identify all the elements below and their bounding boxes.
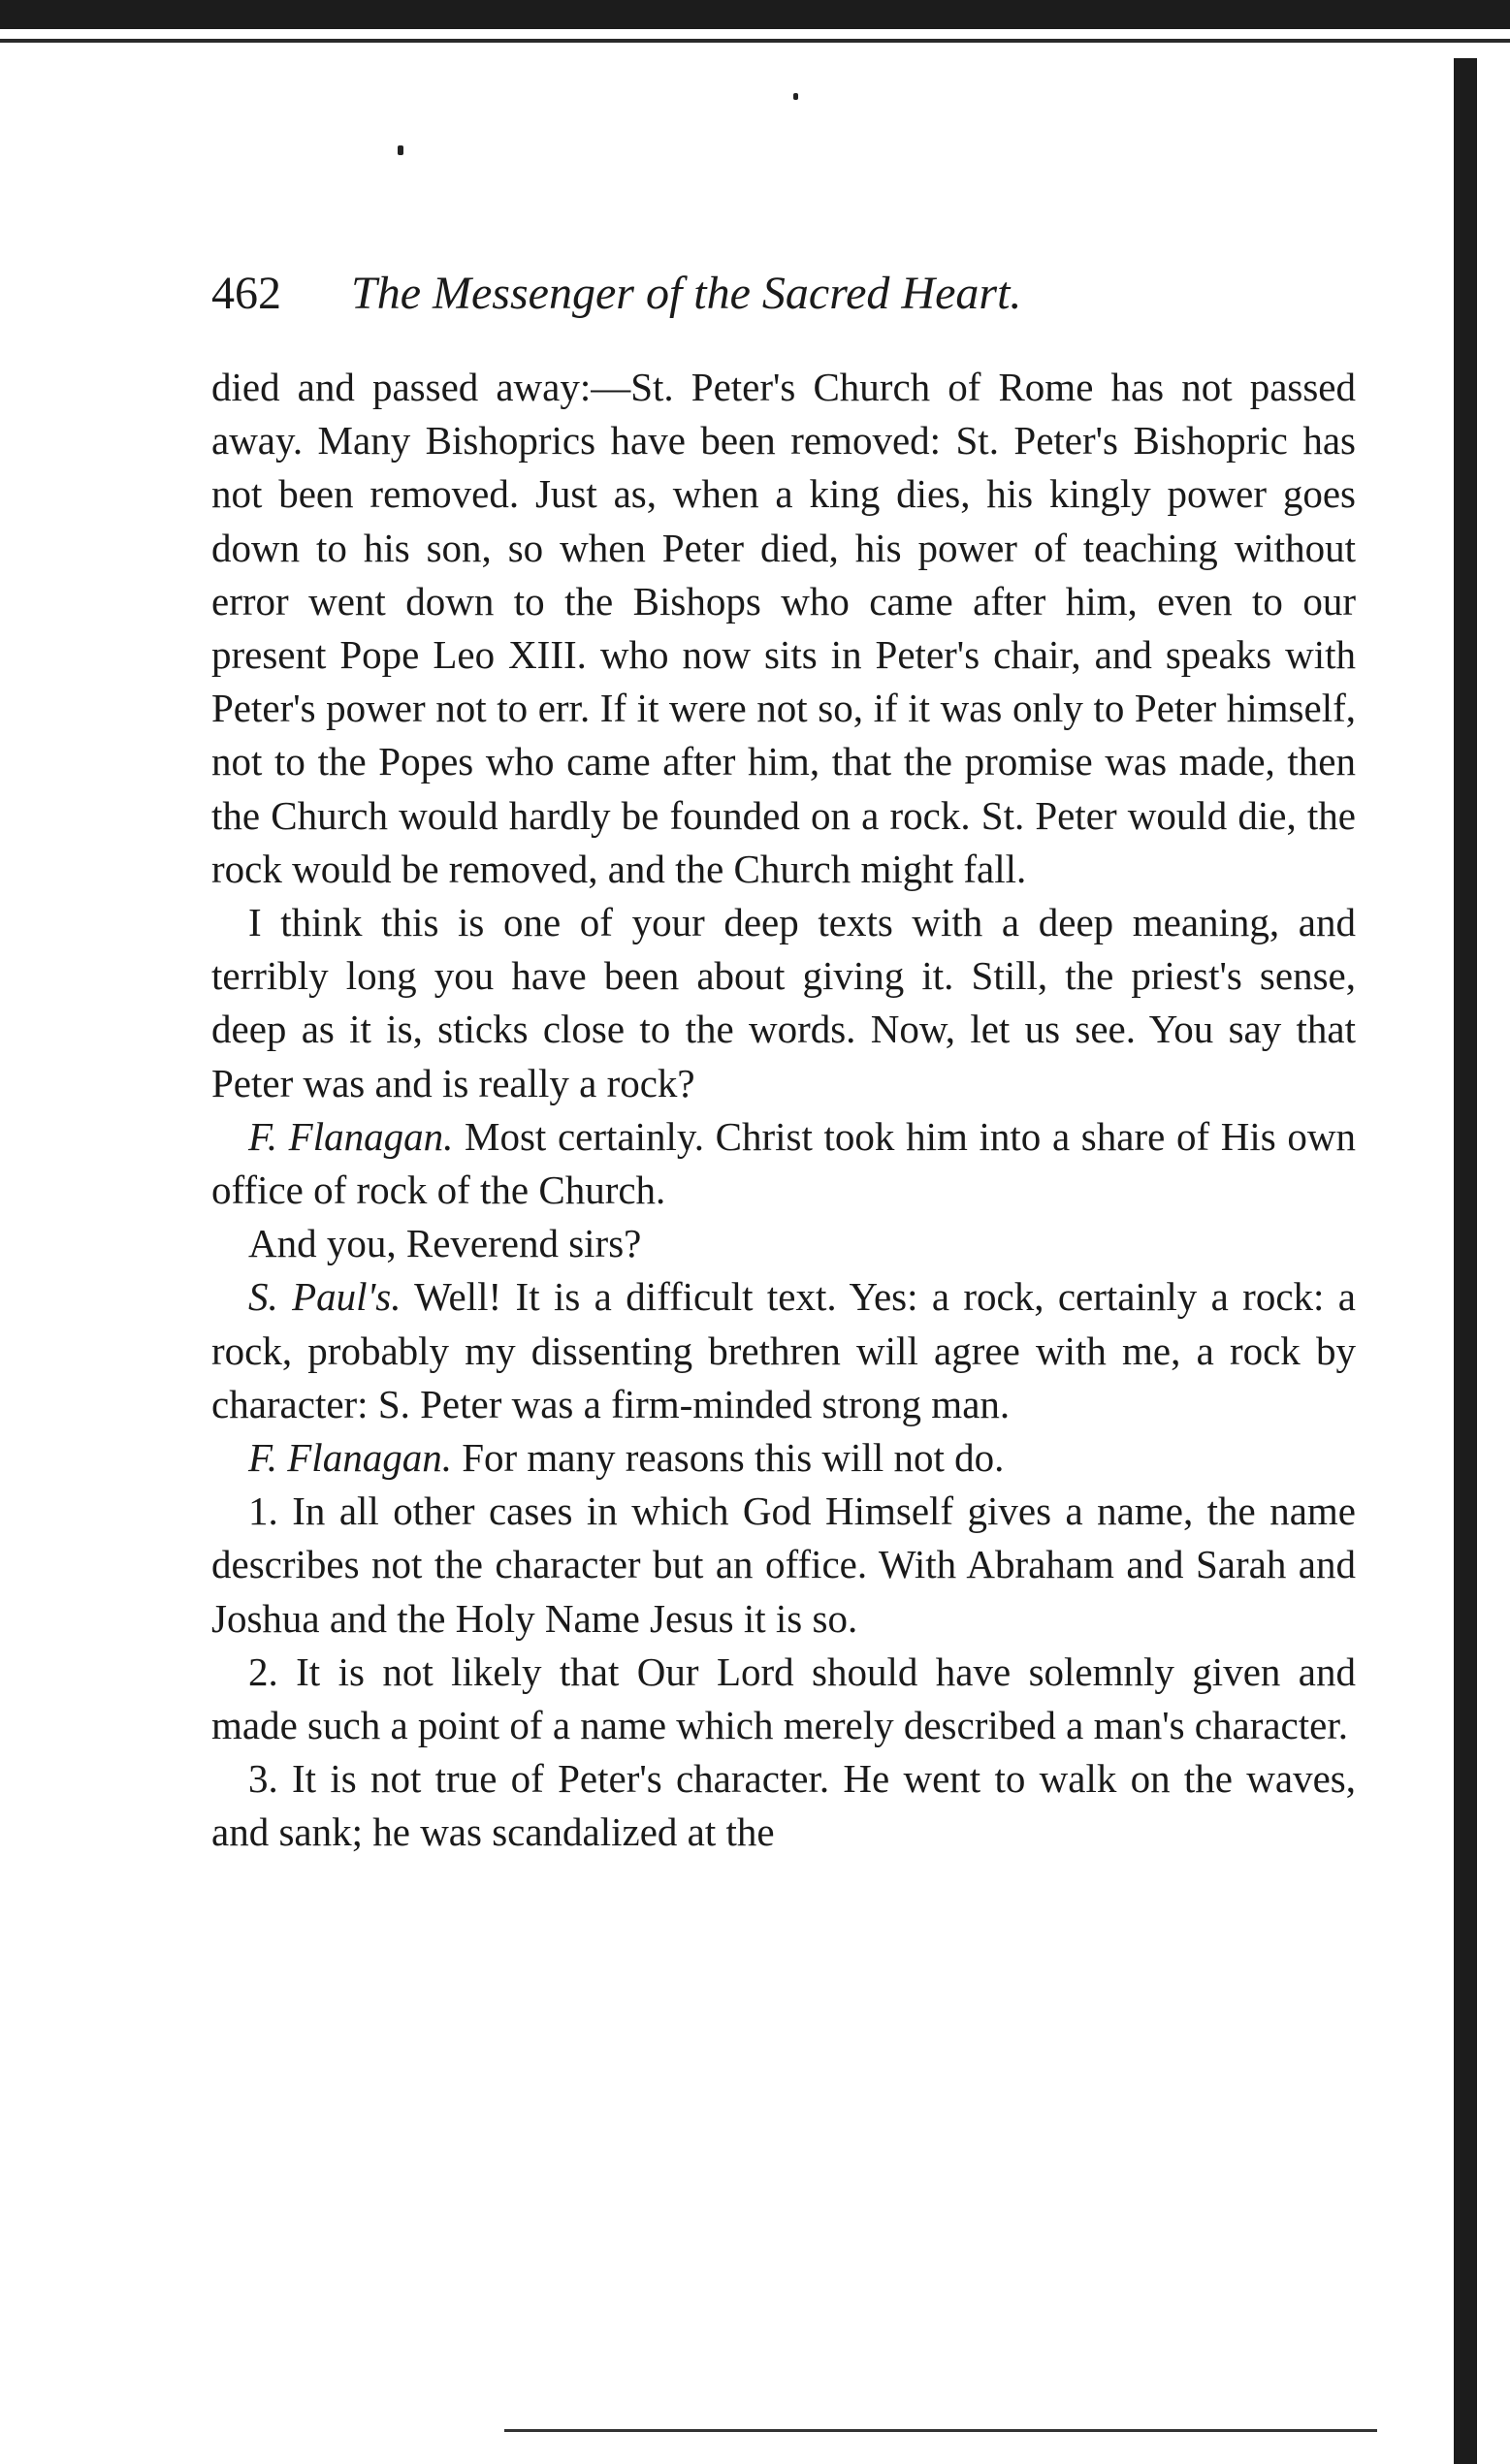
paragraph-text: 2. It is not likely that Our Lord should have solemnly given and made such a point of a name which merely described a man's character. — [211, 1648, 1356, 1748]
paragraph-text: 3. It is not true of Peter's character. He went to walk on the waves, and sank; he was scandalized at the — [211, 1756, 1356, 1855]
scan-border-right — [1454, 58, 1477, 2464]
numbered-paragraph — [211, 1646, 1356, 1752]
dialogue-paragraph — [211, 1270, 1356, 1431]
scan-speck — [398, 145, 403, 155]
speaker-name: S. Paul's. — [248, 1274, 402, 1320]
running-title: The Messenger of the Sacred Heart. — [351, 268, 1022, 319]
scan-speck — [793, 93, 798, 100]
speaker-name: F. Flanagan. — [248, 1113, 454, 1159]
paragraph — [211, 1217, 1356, 1270]
dialogue-paragraph — [211, 1110, 1356, 1217]
page-number: 462 — [211, 268, 281, 319]
numbered-paragraph — [211, 1752, 1356, 1859]
numbered-paragraph — [211, 1485, 1356, 1646]
scan-border-top — [0, 0, 1510, 29]
running-head — [211, 260, 1356, 328]
scan-border-bottom — [504, 2429, 1377, 2432]
paragraph — [211, 361, 1356, 896]
paragraph-text: Most certainly. Christ took him into a share of His own office of rock of the Church. — [211, 1113, 1356, 1213]
paragraph-text: And you, Reverend sirs? — [248, 1221, 642, 1266]
paragraph-text: For many reasons this will not do. — [462, 1435, 1005, 1481]
paragraph-text: died and passed away:—St. Peter's Church of Rome has not passed away. Many Bishoprics have been removed: St. Peter's Bishopric has not been removed. Just as, when a king dies, his kingly power goes down to his son, so when Peter died, his power of teaching without error went down to the Bishops who came after him, even to our present Pope Leo XIII. who now sits in Peter's chair, and speaks with Peter's power not to err. If it were not so, if it was only to Peter himself, not to the Popes who came after him, that the promise was made, then the Church would hardly be founded on a rock. St. Peter would die, the rock would be removed, and the Church might fall. — [211, 365, 1356, 891]
paragraph-text: 1. In all other cases in which God Himself gives a name, the name describes not the character but an office. With Abraham and Sarah and Joshua and the Holy Name Jesus it is so. — [211, 1488, 1356, 1641]
speaker-name: F. Flanagan. — [248, 1435, 452, 1481]
scan-border-top-thin — [0, 39, 1510, 43]
paragraph-text: Well! It is a difficult text. Yes: a rock, certainly a rock: a rock, probably my dissenting brethren will agree with me, a rock by character: S. Peter was a firm-minded strong man. — [211, 1274, 1356, 1426]
page-body — [211, 361, 1356, 1860]
paragraph — [211, 896, 1356, 1110]
paragraph-text: I think this is one of your deep texts with a deep meaning, and terribly long you have been about giving it. Still, the priest's sense, deep as it is, sticks close to the words. Now, let us see. You say that Peter was and is really a rock? — [211, 900, 1356, 1105]
dialogue-paragraph — [211, 1431, 1356, 1485]
